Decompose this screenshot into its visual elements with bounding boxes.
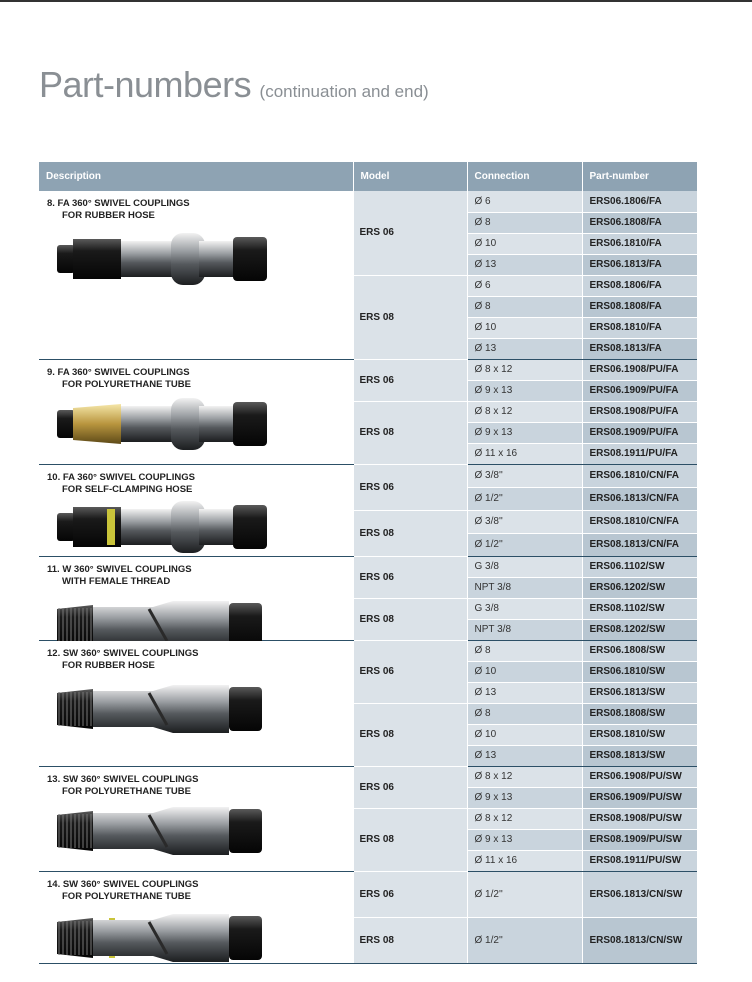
coupling-picture	[49, 801, 282, 861]
coupling-picture	[49, 908, 282, 968]
section-title-line2: FOR POLYURETHANE TUBE	[62, 890, 191, 902]
header-connection: Connection	[467, 162, 582, 191]
section-title	[39, 767, 353, 798]
description-cell	[39, 464, 353, 556]
connection-cell: Ø 9 x 13	[467, 829, 582, 850]
connection-cell: Ø 13	[467, 338, 582, 359]
connection-cell: Ø 6	[467, 275, 582, 296]
section-title	[39, 465, 353, 496]
section-title	[39, 191, 353, 222]
connection-cell: Ø 10	[467, 724, 582, 745]
table-row	[39, 640, 697, 661]
model-cell: ERS 08	[353, 275, 467, 359]
part-number-cell: ERS06.1813/FA	[582, 254, 697, 275]
part-number-cell: ERS06.1102/SW	[582, 556, 697, 577]
coupling-image	[49, 801, 282, 861]
connection-cell: G 3/8	[467, 598, 582, 619]
part-number-cell: ERS08.1909/PU/FA	[582, 422, 697, 443]
coupling-picture	[49, 497, 282, 557]
section-title-line2: FOR POLYURETHANE TUBE	[62, 785, 191, 797]
section-title	[39, 360, 353, 391]
model-cell: ERS 06	[353, 640, 467, 703]
connection-cell: Ø 1/2''	[467, 533, 582, 556]
coupling-picture	[49, 679, 282, 739]
part-number-cell: ERS06.1908/PU/FA	[582, 359, 697, 380]
page-title-subtitle: (continuation and end)	[259, 82, 429, 101]
part-number-cell: ERS08.1911/PU/SW	[582, 850, 697, 871]
part-number-cell: ERS06.1909/PU/FA	[582, 380, 697, 401]
connection-cell: Ø 9 x 13	[467, 380, 582, 401]
table-row	[39, 191, 697, 212]
section-title-line2: FOR SELF-CLAMPING HOSE	[62, 483, 193, 495]
coupling-picture	[49, 394, 282, 454]
table-row	[39, 359, 697, 380]
connection-cell: Ø 10	[467, 233, 582, 254]
connection-cell: Ø 8 x 12	[467, 766, 582, 787]
coupling-image	[49, 497, 282, 557]
section-title-line1: 14. SW 360° SWIVEL COUPLINGS	[47, 878, 199, 890]
description-cell	[39, 556, 353, 640]
connection-cell: Ø 13	[467, 682, 582, 703]
model-cell: ERS 08	[353, 401, 467, 464]
model-cell: ERS 08	[353, 808, 467, 871]
part-number-cell: ERS08.1202/SW	[582, 619, 697, 640]
part-number-cell: ERS08.1806/FA	[582, 275, 697, 296]
connection-cell: Ø 8	[467, 703, 582, 724]
section-title-line2: FOR RUBBER HOSE	[62, 659, 155, 671]
connection-cell: Ø 1/2''	[467, 917, 582, 963]
model-cell: ERS 06	[353, 191, 467, 275]
description-cell	[39, 640, 353, 766]
header-description: Description	[39, 162, 353, 191]
part-number-cell: ERS08.1911/PU/FA	[582, 443, 697, 464]
connection-cell: Ø 1/2''	[467, 487, 582, 510]
section-title-line1: 9. FA 360° SWIVEL COUPLINGS	[47, 366, 190, 378]
model-cell: ERS 08	[353, 598, 467, 640]
model-cell: ERS 06	[353, 871, 467, 917]
table-body	[39, 191, 697, 963]
connection-cell: Ø 9 x 13	[467, 787, 582, 808]
part-number-cell: ERS08.1808/FA	[582, 296, 697, 317]
connection-cell: NPT 3/8	[467, 577, 582, 598]
coupling-picture	[49, 229, 282, 289]
part-number-cell: ERS08.1102/SW	[582, 598, 697, 619]
model-cell: ERS 06	[353, 766, 467, 808]
part-number-cell: ERS08.1813/FA	[582, 338, 697, 359]
header-model: Model	[353, 162, 467, 191]
section-title-line1: 10. FA 360° SWIVEL COUPLINGS	[47, 471, 195, 483]
connection-cell: Ø 13	[467, 745, 582, 766]
part-number-cell: ERS06.1813/CN/SW	[582, 871, 697, 917]
section-title	[39, 641, 353, 672]
part-number-cell: ERS08.1908/PU/FA	[582, 401, 697, 422]
section-title	[39, 872, 353, 903]
connection-cell: NPT 3/8	[467, 619, 582, 640]
part-number-cell: ERS06.1808/SW	[582, 640, 697, 661]
table-row	[39, 871, 697, 917]
model-cell: ERS 06	[353, 556, 467, 598]
connection-cell: Ø 8	[467, 212, 582, 233]
connection-cell: Ø 1/2''	[467, 871, 582, 917]
section-title-line1: 12. SW 360° SWIVEL COUPLINGS	[47, 647, 199, 659]
section-title	[39, 557, 353, 588]
connection-cell: Ø 8 x 12	[467, 808, 582, 829]
table-row	[39, 464, 697, 487]
connection-cell: Ø 8	[467, 296, 582, 317]
connection-cell: Ø 11 x 16	[467, 850, 582, 871]
section-title-line1: 8. FA 360° SWIVEL COUPLINGS	[47, 198, 190, 209]
part-number-cell: ERS08.1810/FA	[582, 317, 697, 338]
part-number-cell: ERS06.1908/PU/SW	[582, 766, 697, 787]
page-title	[39, 64, 429, 106]
part-number-cell: ERS08.1908/PU/SW	[582, 808, 697, 829]
part-numbers-table	[39, 162, 697, 964]
model-cell: ERS 08	[353, 917, 467, 963]
part-number-cell: ERS06.1202/SW	[582, 577, 697, 598]
table-row	[39, 766, 697, 787]
part-number-cell: ERS06.1813/SW	[582, 682, 697, 703]
part-number-cell: ERS08.1808/SW	[582, 703, 697, 724]
part-number-cell: ERS08.1813/CN/FA	[582, 533, 697, 556]
section-title-line2: FOR POLYURETHANE TUBE	[62, 378, 191, 390]
model-cell: ERS 08	[353, 510, 467, 556]
connection-cell: G 3/8	[467, 556, 582, 577]
table-row	[39, 556, 697, 577]
coupling-image	[49, 908, 282, 968]
model-cell: ERS 06	[353, 359, 467, 401]
part-number-cell: ERS06.1810/SW	[582, 661, 697, 682]
connection-cell: Ø 9 x 13	[467, 422, 582, 443]
part-number-cell: ERS06.1808/FA	[582, 212, 697, 233]
table-header-row	[39, 162, 697, 191]
connection-cell: Ø 3/8''	[467, 510, 582, 533]
part-number-cell: ERS06.1813/CN/FA	[582, 487, 697, 510]
part-number-cell: ERS06.1810/FA	[582, 233, 697, 254]
description-cell	[39, 871, 353, 963]
connection-cell: Ø 13	[467, 254, 582, 275]
top-rule	[0, 0, 752, 2]
connection-cell: Ø 8 x 12	[467, 359, 582, 380]
description-cell	[39, 191, 353, 359]
coupling-image	[49, 679, 282, 739]
page-title-main: Part-numbers	[39, 64, 252, 105]
header-part-number: Part-number	[582, 162, 697, 191]
coupling-image	[49, 229, 282, 289]
part-number-cell: ERS08.1810/SW	[582, 724, 697, 745]
connection-cell: Ø 10	[467, 317, 582, 338]
section-title-line2: FOR RUBBER HOSE	[62, 210, 155, 221]
description-cell	[39, 766, 353, 871]
part-number-cell: ERS08.1813/CN/SW	[582, 917, 697, 963]
model-cell: ERS 08	[353, 703, 467, 766]
connection-cell: Ø 6	[467, 191, 582, 212]
coupling-image	[49, 394, 282, 454]
part-number-cell: ERS08.1810/CN/FA	[582, 510, 697, 533]
connection-cell: Ø 11 x 16	[467, 443, 582, 464]
section-title-line1: 13. SW 360° SWIVEL COUPLINGS	[47, 773, 199, 785]
connection-cell: Ø 8	[467, 640, 582, 661]
section-title-line1: 11. W 360° SWIVEL COUPLINGS	[47, 563, 192, 575]
part-number-cell: ERS06.1810/CN/FA	[582, 464, 697, 487]
connection-cell: Ø 8 x 12	[467, 401, 582, 422]
part-number-cell: ERS06.1806/FA	[582, 191, 697, 212]
part-number-cell: ERS08.1909/PU/SW	[582, 829, 697, 850]
section-title-line2: WITH FEMALE THREAD	[62, 575, 171, 587]
connection-cell: Ø 3/8''	[467, 464, 582, 487]
model-cell: ERS 06	[353, 464, 467, 510]
connection-cell: Ø 10	[467, 661, 582, 682]
part-number-cell: ERS06.1909/PU/SW	[582, 787, 697, 808]
part-number-cell: ERS08.1813/SW	[582, 745, 697, 766]
description-cell	[39, 359, 353, 464]
